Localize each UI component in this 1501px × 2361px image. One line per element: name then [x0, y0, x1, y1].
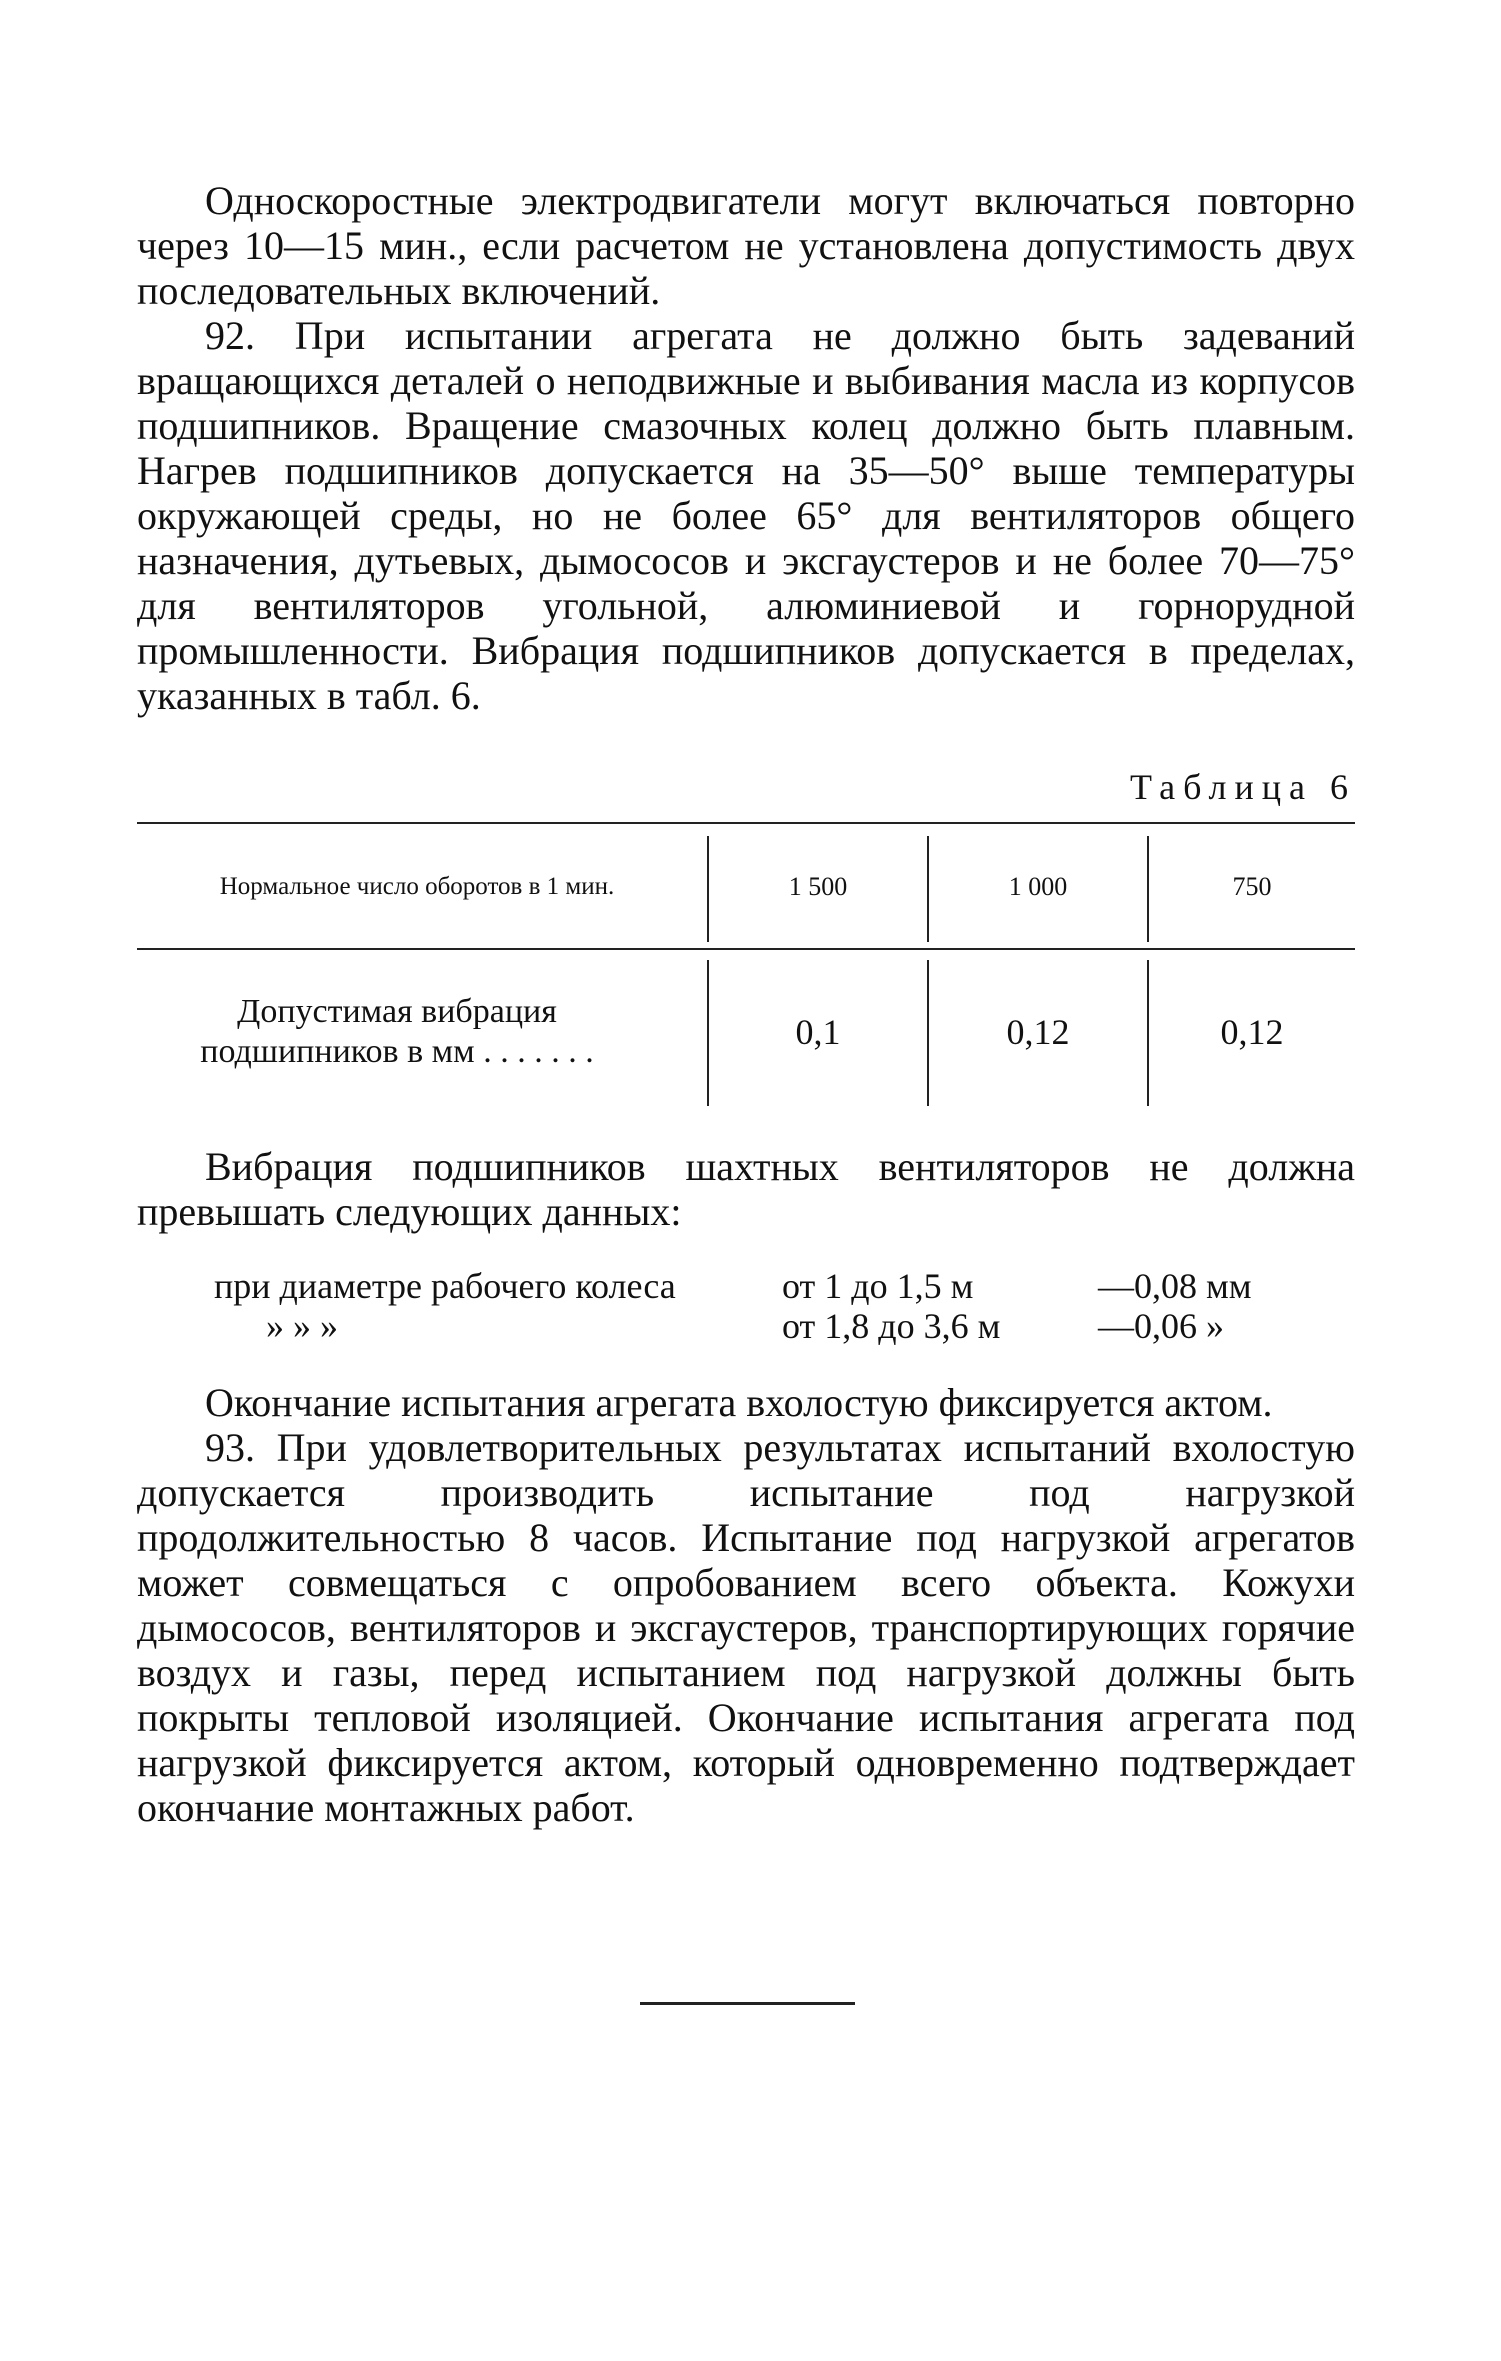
diameter-row: [214, 1266, 1314, 1306]
table-row-value: 0,12: [1006, 1012, 1070, 1052]
bottom-text: [137, 1380, 1355, 1830]
top-text: [137, 178, 1355, 718]
table-caption: Таблица 6: [1130, 767, 1356, 807]
table-header-label: Нормальное число оборотов в 1 мин.: [219, 873, 615, 900]
diameter-list: [214, 1266, 1314, 1346]
diameter-label: » » »: [266, 1306, 338, 1346]
paragraph-shaft-fans: Вибрация подшипников шахтных вентиляторов не должна превышать следующих данных:: [137, 1144, 1355, 1234]
table-header-value: 1 000: [1008, 872, 1068, 901]
paragraph-92: 92. При испытании агрегата не должно быть задеваний вращающихся деталей о неподвижные и выбивания масла из корпусов подшипников. Вращение смазочных колец должно быть плавным. Нагрев подшипников допускается на 35—50° выше температуры окружающей среды, но не более 65° для вентиляторов общего назначения, дутьевых, дымососов и эксгаустеров и не более 70—75° для вентиляторов угольной, алюминиевой и горнорудной промышленности. Вибрация подшипников допускается в пределах, указанных в табл. 6.: [137, 313, 1355, 718]
table-row-label: Допустимая вибрация подшипников в мм . . . . . . .: [200, 993, 594, 1070]
table-row-value: 0,1: [795, 1012, 841, 1052]
table-header-value: 750: [1232, 872, 1272, 901]
paragraph-93: 93. При удовлетворительных результатах испытаний вхолостую допускается производить испытание под нагрузкой продолжительностью 8 часов. Испытание под нагрузкой агрегатов может совмещаться с опробованием всего объекта. Кожухи дымососов, вентиляторов и эксгаустеров, транспортирующих горячие воздух и газы, перед испытанием под нагрузкой должны быть покрыты тепловой изоляцией. Окончание испытания агрегата под нагрузкой фиксируется актом, который одновременно подтверждает окончание монтажных работ.: [137, 1425, 1355, 1830]
end-divider: [640, 2002, 855, 2005]
diameter-label: при диаметре рабочего колеса: [214, 1266, 676, 1306]
diameter-value: —0,08 мм: [1098, 1266, 1252, 1306]
diameter-range: от 1,8 до 3,6 м: [782, 1306, 1001, 1346]
diameter-value: —0,06 »: [1098, 1306, 1224, 1346]
table-row-value: 0,12: [1220, 1012, 1284, 1052]
paragraph-single-speed-motors: Односкоростные электродвигатели могут включаться повторно через 10—15 мин., если расчетом не установлена допустимость двух последовательных включений.: [137, 178, 1355, 313]
table-top-rule: [137, 822, 1355, 824]
paragraph-end-idle-test: Окончание испытания агрегата вхолостую фиксируется актом.: [205, 1380, 1273, 1425]
table-header-rule: [137, 948, 1355, 950]
table-header-value: 1 500: [788, 872, 848, 901]
diameter-range: от 1 до 1,5 м: [782, 1266, 974, 1306]
diameter-row: [214, 1306, 1314, 1346]
vibration-table: [137, 822, 1355, 1112]
shaft-text: [137, 1144, 1355, 1234]
